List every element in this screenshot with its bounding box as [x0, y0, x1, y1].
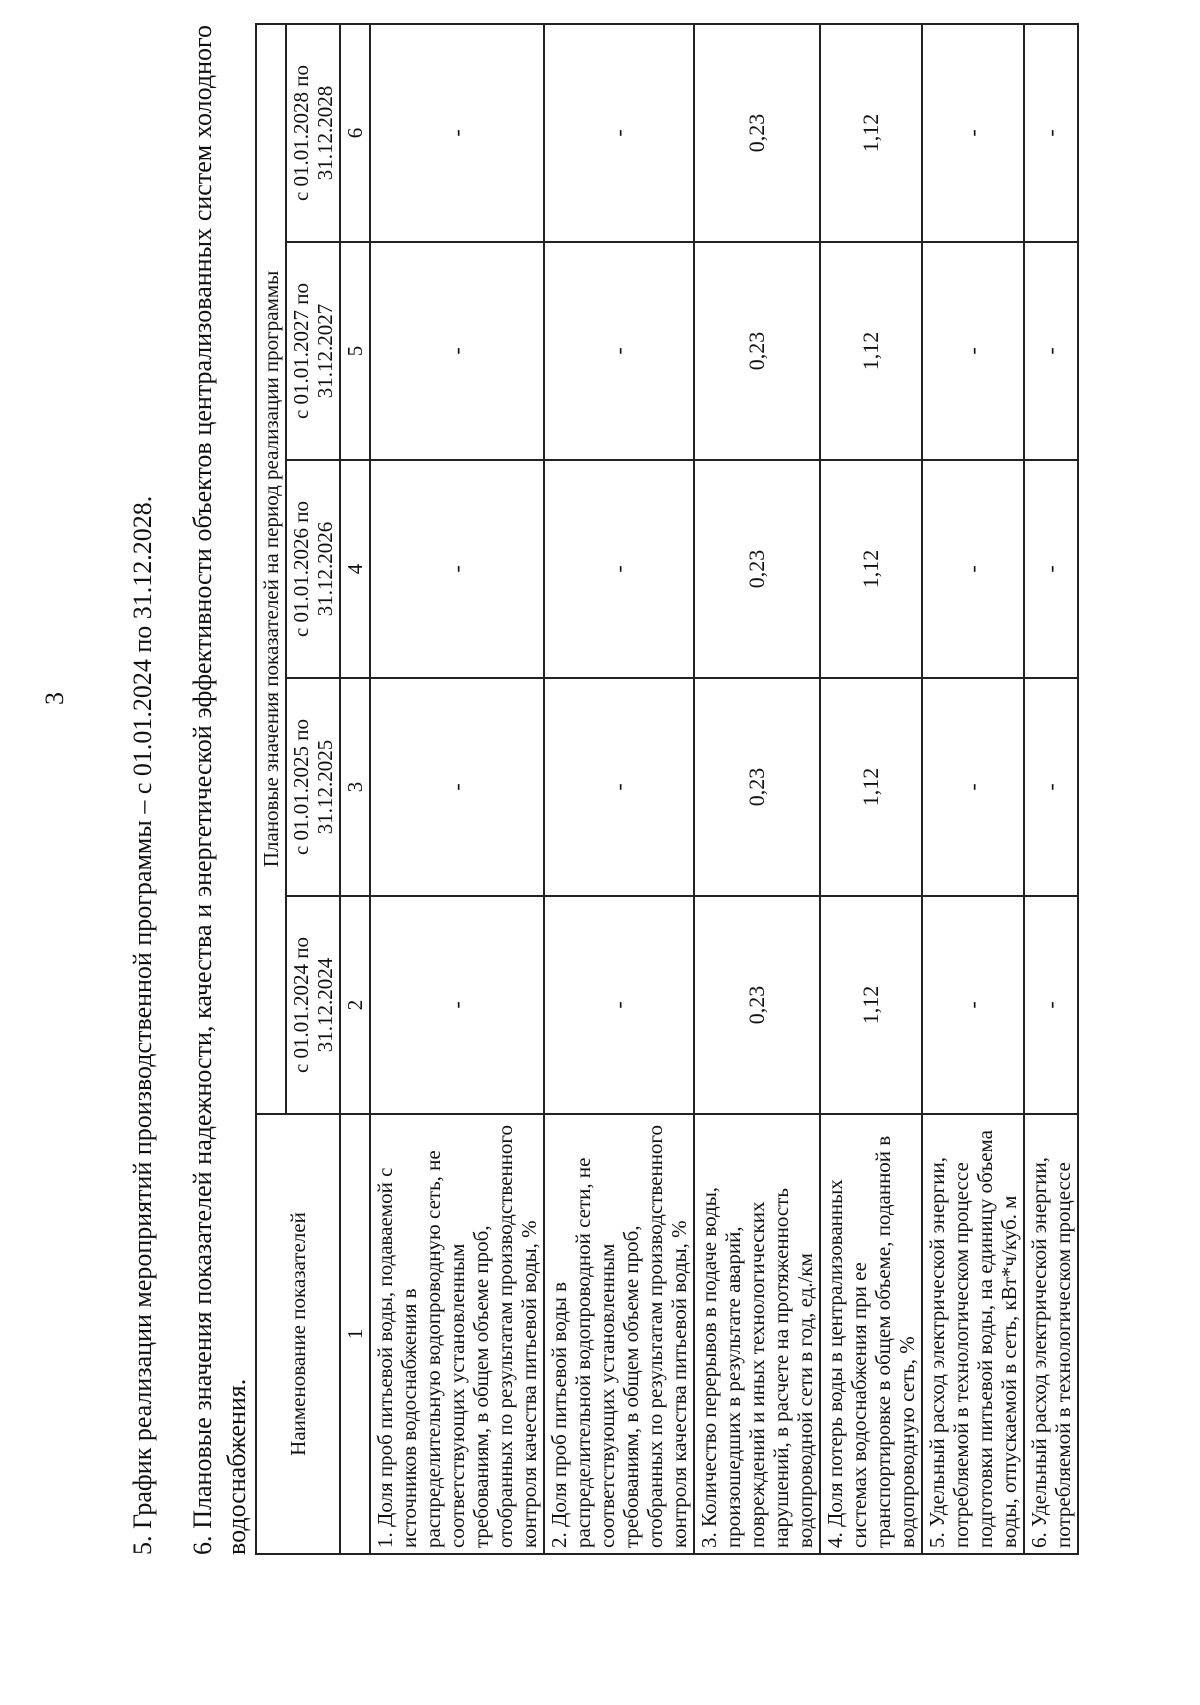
column-number: 4	[340, 460, 370, 678]
column-number: 3	[340, 678, 370, 896]
page-number: 3	[40, 692, 69, 705]
header-period-2028: с 01.01.2028 по 31.12.2028	[286, 24, 340, 242]
column-number: 2	[340, 896, 370, 1114]
indicator-value: -	[1024, 24, 1078, 242]
table-row	[694, 24, 820, 1554]
indicator-value: -	[922, 242, 1024, 460]
indicator-value: -	[370, 678, 544, 896]
indicator-value: -	[1024, 678, 1078, 896]
indicator-value: -	[922, 24, 1024, 242]
indicator-value: -	[1024, 242, 1078, 460]
header-period-2025: с 01.01.2025 по 31.12.2025	[286, 678, 340, 896]
table-row	[370, 24, 544, 1554]
table-row	[1024, 24, 1078, 1554]
indicator-value: -	[544, 460, 694, 678]
indicator-value: -	[544, 242, 694, 460]
indicator-value: -	[922, 678, 1024, 896]
indicator-value: 1,12	[820, 242, 922, 460]
column-number: 6	[340, 24, 370, 242]
indicator-value: 0,23	[694, 460, 820, 678]
indicator-value: 1,12	[820, 24, 922, 242]
indicator-name: 6. Удельный расход электрической энергии, потребляемой в технологическом процессе	[1024, 1114, 1078, 1554]
table-header-row	[256, 24, 286, 1554]
indicator-name: 1. Доля проб питьевой воды, подаваемой с источников водоснабжения в распределительную водопроводную сеть, не соответствующих установленным требованиям, в общем объеме проб, отобранных по результатам производственного контроля качества питьевой воды, %	[370, 1114, 544, 1554]
indicator-name: 2. Доля проб питьевой воды в распределительной водопроводной сети, не соответствующих установленным требованиям, в общем объеме проб, отобранных по результатам производственного контроля качества питьевой воды, %	[544, 1114, 694, 1554]
header-period-2024: с 01.01.2024 по 31.12.2024	[286, 896, 340, 1114]
header-period-2027: с 01.01.2027 по 31.12.2027	[286, 242, 340, 460]
indicator-name: 3. Количество перерывов в подаче воды, произошедших в результате аварий, повреждений и иных технологических нарушений, в расчете на протяженность водопроводной сети в год, ед./км	[694, 1114, 820, 1554]
column-number-row	[340, 24, 370, 1554]
header-planned-values: Плановые значения показателей на период реализации программы	[256, 24, 286, 1114]
indicator-value: 1,12	[820, 460, 922, 678]
indicator-value: -	[922, 460, 1024, 678]
indicator-value: 1,12	[820, 896, 922, 1114]
indicator-name: 4. Доля потерь воды в централизованных системах водоснабжения при ее транспортировке в общем объеме, поданной в водопроводную сеть, %	[820, 1114, 922, 1554]
indicator-value: -	[1024, 460, 1078, 678]
indicator-value: 0,23	[694, 896, 820, 1114]
indicator-name: 5. Удельный расход электрической энергии, потребляемой в технологическом процессе подготовки питьевой воды, на единицу объема воды, отпускаемой в сеть, кВт*ч/куб. м	[922, 1114, 1024, 1554]
section-6-heading: 6. Плановые значения показателей надежности, качества и энергетической эффективности объектов централизованных систем холодного водоснабжения.	[188, 25, 251, 1555]
indicator-value: 0,23	[694, 242, 820, 460]
indicator-value: -	[922, 896, 1024, 1114]
indicator-value: -	[370, 896, 544, 1114]
column-number: 1	[340, 1114, 370, 1554]
indicator-value: -	[544, 678, 694, 896]
table-row	[544, 24, 694, 1554]
header-indicator-name: Наименование показателей	[256, 1114, 340, 1554]
section-5-heading: 5. График реализации мероприятий производственной программы – с 01.01.2024 по 31.12.2028.	[128, 495, 157, 1555]
header-period-2026: с 01.01.2026 по 31.12.2026	[286, 460, 340, 678]
indicator-value: -	[370, 460, 544, 678]
indicator-value: 0,23	[694, 24, 820, 242]
indicator-value: -	[544, 896, 694, 1114]
indicator-value: -	[370, 24, 544, 242]
indicators-table	[255, 23, 1079, 1555]
indicator-value: 1,12	[820, 678, 922, 896]
indicator-value: -	[544, 24, 694, 242]
column-number: 5	[340, 242, 370, 460]
indicator-value: -	[1024, 896, 1078, 1114]
indicator-value: -	[370, 242, 544, 460]
table-row	[820, 24, 922, 1554]
indicator-value: 0,23	[694, 678, 820, 896]
table-row	[922, 24, 1024, 1554]
